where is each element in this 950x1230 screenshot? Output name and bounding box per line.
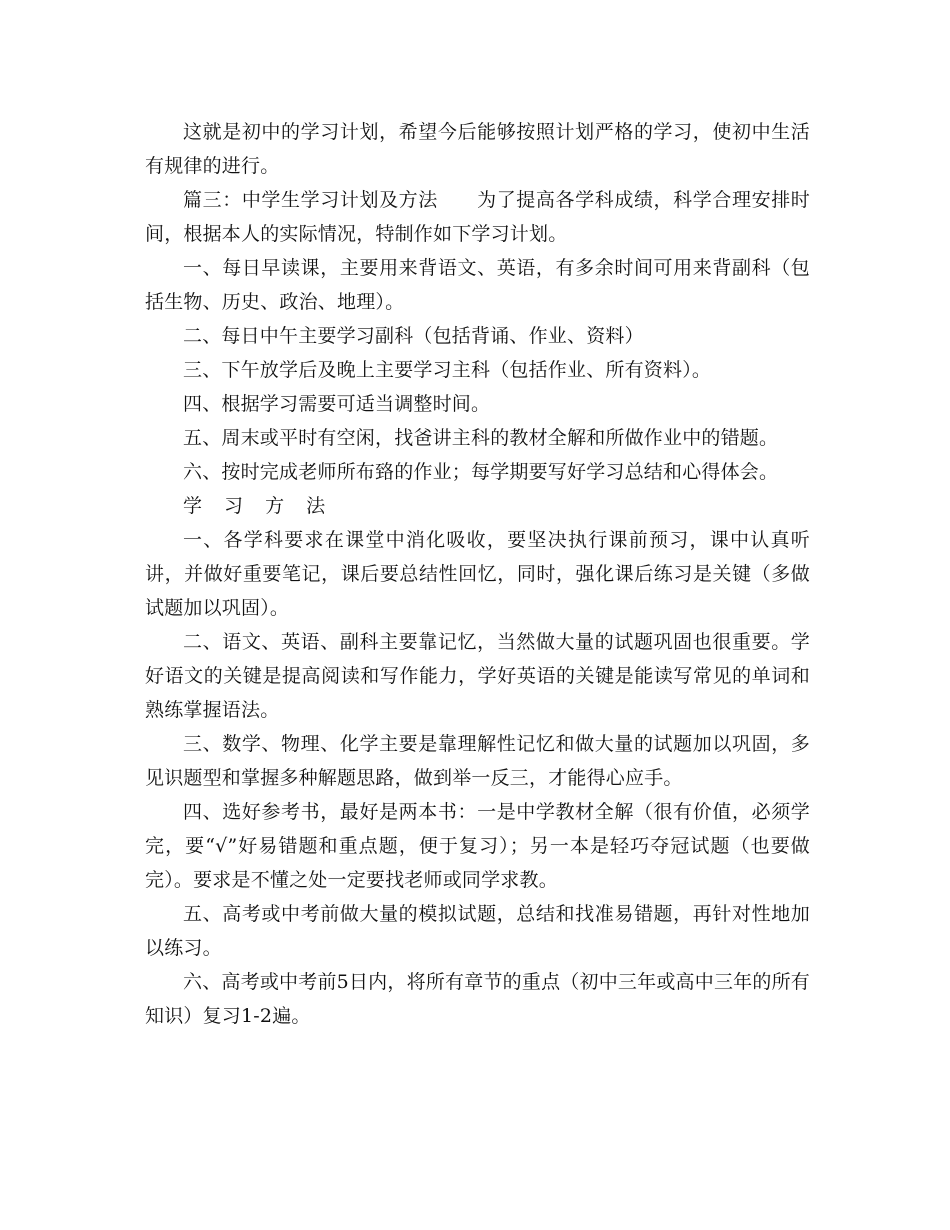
method-heading: 学 习 方 法: [183, 495, 334, 517]
method-item-4: 四、选好参考书，最好是两本书：一是中学教材全解（很有价值，必须学完，要“√”好易错题和重点题，便于复习）；另一本是轻巧夺冠试题（也要做完）。要求是不懂之处一定要找老师或同学求教。: [145, 801, 810, 891]
paragraph-part-three-intro: 篇三：中学生学习计划及方法 为了提高各学科成绩，科学合理安排时间，根据本人的实际情况，特制作如下学习计划。: [145, 189, 810, 245]
paragraph-conclusion: 这就是初中的学习计划，希望今后能够按照计划严格的学习，使初中生活有规律的进行。: [145, 121, 810, 177]
plan-item-1: 一、每日早读课，主要用来背语文、英语，有多余时间可用来背副科（包括生物、历史、政治、地理）。: [145, 257, 810, 313]
method-item-5: 五、高考或中考前做大量的模拟试题，总结和找准易错题，再针对性地加以练习。: [145, 903, 810, 959]
plan-item-2: 二、每日中午主要学习副科（包括背诵、作业、资料）: [183, 325, 644, 347]
method-item-3: 三、数学、物理、化学主要是靠理解性记忆和做大量的试题加以巩固，多见识题型和掌握多种解题思路，做到举一反三，才能得心应手。: [145, 733, 810, 789]
plan-item-4: 四、根据学习需要可适当调整时间。: [183, 393, 491, 415]
method-item-6: 六、高考或中考前5日内，将所有章节的重点（初中三年或高中三年的所有知识）复习1-2遍。: [145, 971, 810, 1027]
method-item-1: 一、各学科要求在课堂中消化吸收，要坚决执行课前预习，课中认真听讲，并做好重要笔记，课后要总结性回忆，同时，强化课后练习是关键（多做试题加以巩固）。: [145, 529, 810, 619]
method-item-2: 二、语文、英语、副科主要靠记忆，当然做大量的试题巩固也很重要。学好语文的关键是提高阅读和写作能力，学好英语的关键是能读写常见的单词和熟练掌握语法。: [145, 631, 810, 721]
plan-item-6: 六、按时完成老师所布臵的作业；每学期要写好学习总结和心得体会。: [183, 461, 779, 483]
plan-item-3: 三、下午放学后及晚上主要学习主科（包括作业、所有资料）。: [183, 359, 712, 381]
plan-item-5: 五、周末或平时有空闲，找爸讲主科的教材全解和所做作业中的错题。: [183, 427, 779, 449]
document-body: [145, 115, 810, 1033]
